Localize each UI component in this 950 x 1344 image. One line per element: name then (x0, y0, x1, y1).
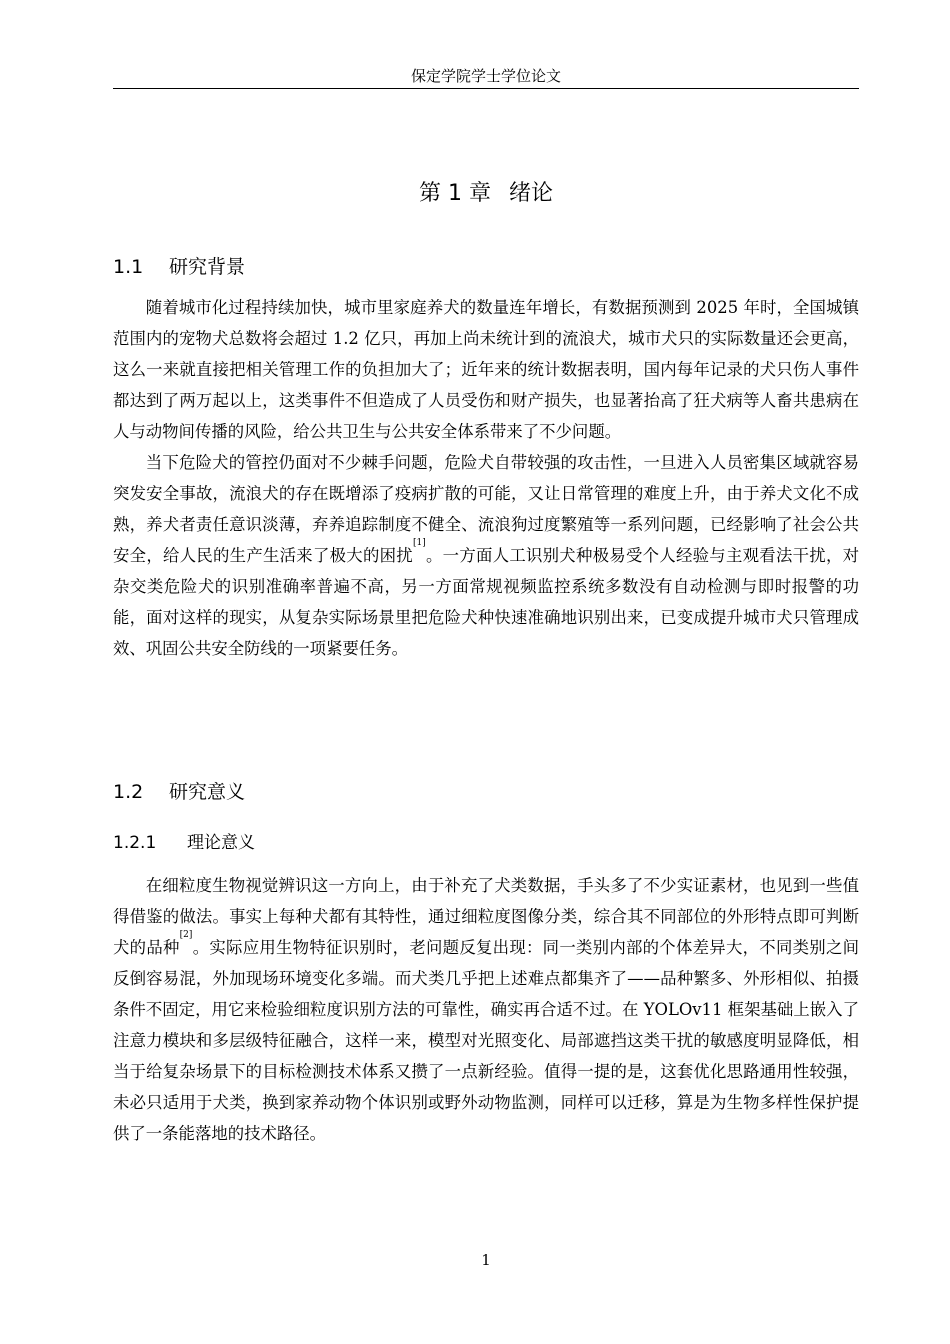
chapter-name: 绪论 (508, 181, 553, 206)
paragraph: 在细粒度生物视觉辨识这一方向上，由于补充了犬类数据，手头多了不少实证素材，也见到一些值得借鉴的做法。事实上每种犬都有其特性，通过细粒度图像分类，综合其不同部位的外形特点即可判断犬的品种[2]。实际应用生物特征识别时，老问题反复出现：同一类别内部的个体差异大，不同类别之间反倒容易混，外加现场环境变化多端。而犬类几乎把上述难点都集齐了——品种繁多、外形相似、拍摄条件不固定，用它来检验细粒度识别方法的可靠性，确实再合适不过。在 YOLOv11 框架基础上嵌入了注意力模块和多层级特征融合，这样一来，模型对光照变化、局部遮挡这类干扰的敏感度明显降低，相当于给复杂场景下的目标检测技术体系又攒了一点新经验。值得一提的是，这套优化思路通用性较强，未必只适用于犬类，换到家养动物个体识别或野外动物监测，同样可以迁移，算是为生物多样性保护提供了一条能落地的技术路径。 (113, 876, 860, 1143)
citation-ref: [2] (179, 930, 193, 940)
chapter-title (113, 178, 859, 210)
header-rule (113, 88, 859, 89)
running-header: 保定学院学士学位论文 (410, 67, 561, 85)
subsection-1-2-1-body (113, 870, 859, 1149)
chapter-label: 第 1 章 (419, 181, 491, 206)
paragraph: 当下危险犬的管控仍面对不少棘手问题，危险犬自带较强的攻击性，一旦进入人员密集区域就容易突发安全事故，流浪犬的存在既增添了疫病扩散的可能，又让日常管理的难度上升，由于养犬文化不成熟，养犬者责任意识淡薄，弃养追踪制度不健全、流浪狗过度繁殖等一系列问题，已经影响了社会公共安全，给人民的生产生活来了极大的困扰[1]。一方面人工识别犬种极易受个人经验与主观看法干扰，对杂交类危险犬的识别准确率普遍不高，另一方面常规视频监控系统多数没有自动检测与即时报警的功能，面对这样的现实，从复杂实际场景里把危险犬种快速准确地识别出来，已变成提升城市犬只管理成效、巩固公共安全防线的一项紧要任务。 (113, 453, 860, 658)
subsection-heading-1-2-1 (113, 831, 255, 855)
section-number: 1.1 (113, 256, 144, 278)
section-heading-1-2 (113, 779, 245, 805)
paragraph: 随着城市化过程持续加快，城市里家庭养犬的数量连年增长，有数据预测到 2025 年时，全国城镇范围内的宠物犬总数将会超过 1.2 亿只，再加上尚未统计到的流浪犬，城市犬只的实际数量还会更高，这么一来就直接把相关管理工作的负担加大了；近年来的统计数据表明，国内每年记录的犬只伤人事件都达到了两万起以上，这类事件不但造成了人员受伤和财产损失，也显著抬高了狂犬病等人畜共患病在人与动物间传播的风险，给公共卫生与公共安全体系带来了不少问题。 (113, 298, 859, 441)
subsection-number: 1.2.1 (113, 833, 157, 853)
page-number: 1 (481, 1251, 491, 1269)
section-title: 研究背景 (169, 256, 246, 278)
citation-ref: [1] (412, 538, 426, 548)
section-1-1-body (113, 292, 859, 664)
section-heading-1-1 (113, 254, 245, 280)
subsection-title: 理论意义 (187, 833, 255, 853)
section-number: 1.2 (113, 781, 144, 803)
section-title: 研究意义 (169, 781, 246, 803)
